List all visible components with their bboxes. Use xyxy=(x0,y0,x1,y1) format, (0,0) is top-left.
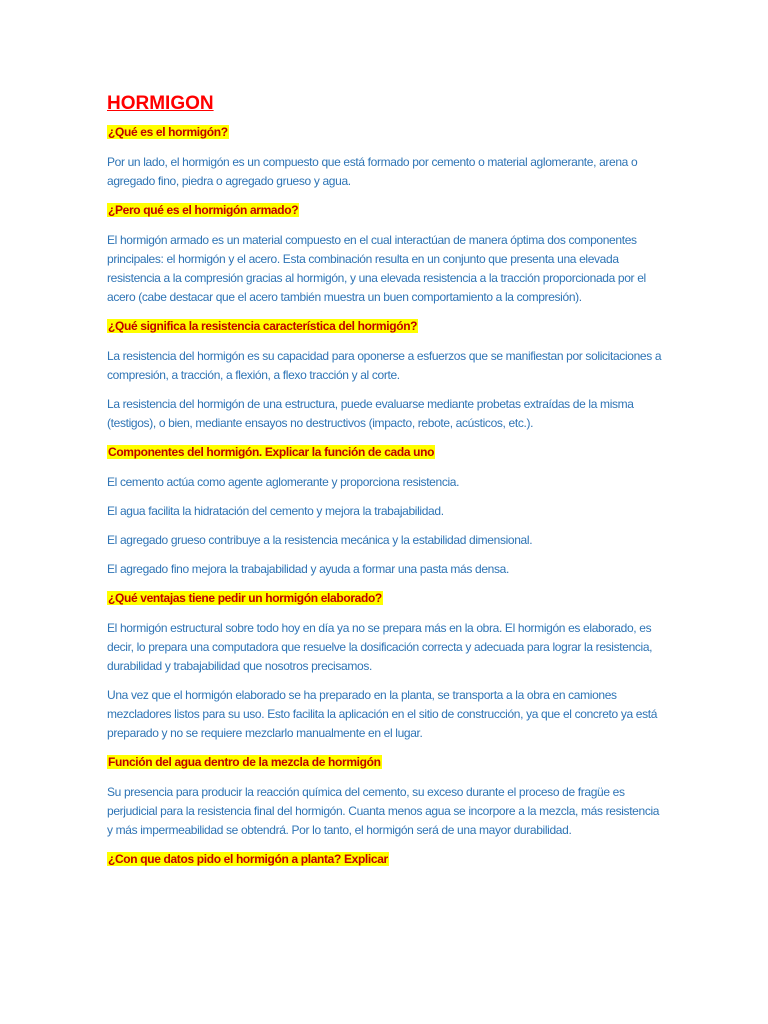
paragraph: El cemento actúa como agente aglomerante y proporciona resistencia. xyxy=(107,475,460,489)
section-funcion-agua xyxy=(107,753,663,840)
paragraph: El agua facilita la hidratación del cemento y mejora la trabajabilidad. xyxy=(107,504,444,518)
document-title: HORMIGON xyxy=(107,93,214,114)
paragraph: Por un lado, el hormigón es un compuesto que está formado por cemento o material aglomerante, arena o agregado fino, piedra o agregado grueso y agua. xyxy=(107,155,638,188)
section-heading: ¿Qué significa la resistencia característica del hormigón? xyxy=(108,319,418,333)
section-que-es xyxy=(107,123,663,191)
section-componentes xyxy=(107,443,663,579)
paragraph: Su presencia para producir la reacción química del cemento, su exceso durante el proceso de fragüe es perjudicial para la resistencia final del hormigón. Cuanta menos agua se incorpore a la mezcla, más resistencia y más impermeabilidad se obtendrá. Por lo tanto, el hormigón será de una mayor durabilidad. xyxy=(107,785,660,837)
paragraph: Una vez que el hormigón elaborado se ha preparado en la planta, se transporta a la obra en camiones mezcladores listos para su uso. Esto facilita la aplicación en el sitio de construcción, ya que el concreto ya está preparado y no se requiere mezclarlo manualmente en el lugar. xyxy=(107,688,658,740)
section-heading: ¿Qué es el hormigón? xyxy=(108,125,228,139)
section-heading: ¿Con que datos pido el hormigón a planta? Explicar xyxy=(108,852,388,866)
section-hormigon-armado xyxy=(107,201,663,307)
section-resistencia xyxy=(107,317,663,433)
paragraph: El hormigón armado es un material compuesto en el cual interactúan de manera óptima dos componentes principales: el hormigón y el acero. Esta combinación resulta en un conjunto que presenta una elevada resistencia a la compresión gracias al hormigón, y una elevada resistencia a la tracción proporcionada por el acero (cabe destacar que el acero también muestra un buen comportamiento a la compresión). xyxy=(107,233,646,304)
paragraph: La resistencia del hormigón de una estructura, puede evaluarse mediante probetas extraídas de la misma (testigos), o bien, mediante ensayos no destructivos (impacto, rebote, acústicos, etc.). xyxy=(107,397,634,430)
section-ventajas xyxy=(107,589,663,743)
paragraph: El agregado fino mejora la trabajabilidad y ayuda a formar una pasta más densa. xyxy=(107,562,509,576)
document-page xyxy=(107,92,663,880)
paragraph: El hormigón estructural sobre todo hoy en día ya no se prepara más en la obra. El hormigón es elaborado, es decir, lo prepara una computadora que resuelve la dosificación correcta y adecuada para lograr la resistencia, durabilidad y trabajabilidad que nosotros precisamos. xyxy=(107,621,653,673)
section-datos-planta xyxy=(107,850,663,868)
paragraph: El agregado grueso contribuye a la resistencia mecánica y la estabilidad dimensional. xyxy=(107,533,533,547)
section-heading: ¿Pero qué es el hormigón armado? xyxy=(108,203,299,217)
section-heading: ¿Qué ventajas tiene pedir un hormigón elaborado? xyxy=(108,591,382,605)
section-heading: Componentes del hormigón. Explicar la función de cada uno xyxy=(108,445,435,459)
paragraph: La resistencia del hormigón es su capacidad para oponerse a esfuerzos que se manifiestan por solicitaciones a compresión, a tracción, a flexión, a flexo tracción y al corte. xyxy=(107,349,662,382)
section-heading: Función del agua dentro de la mezcla de hormigón xyxy=(108,755,381,769)
